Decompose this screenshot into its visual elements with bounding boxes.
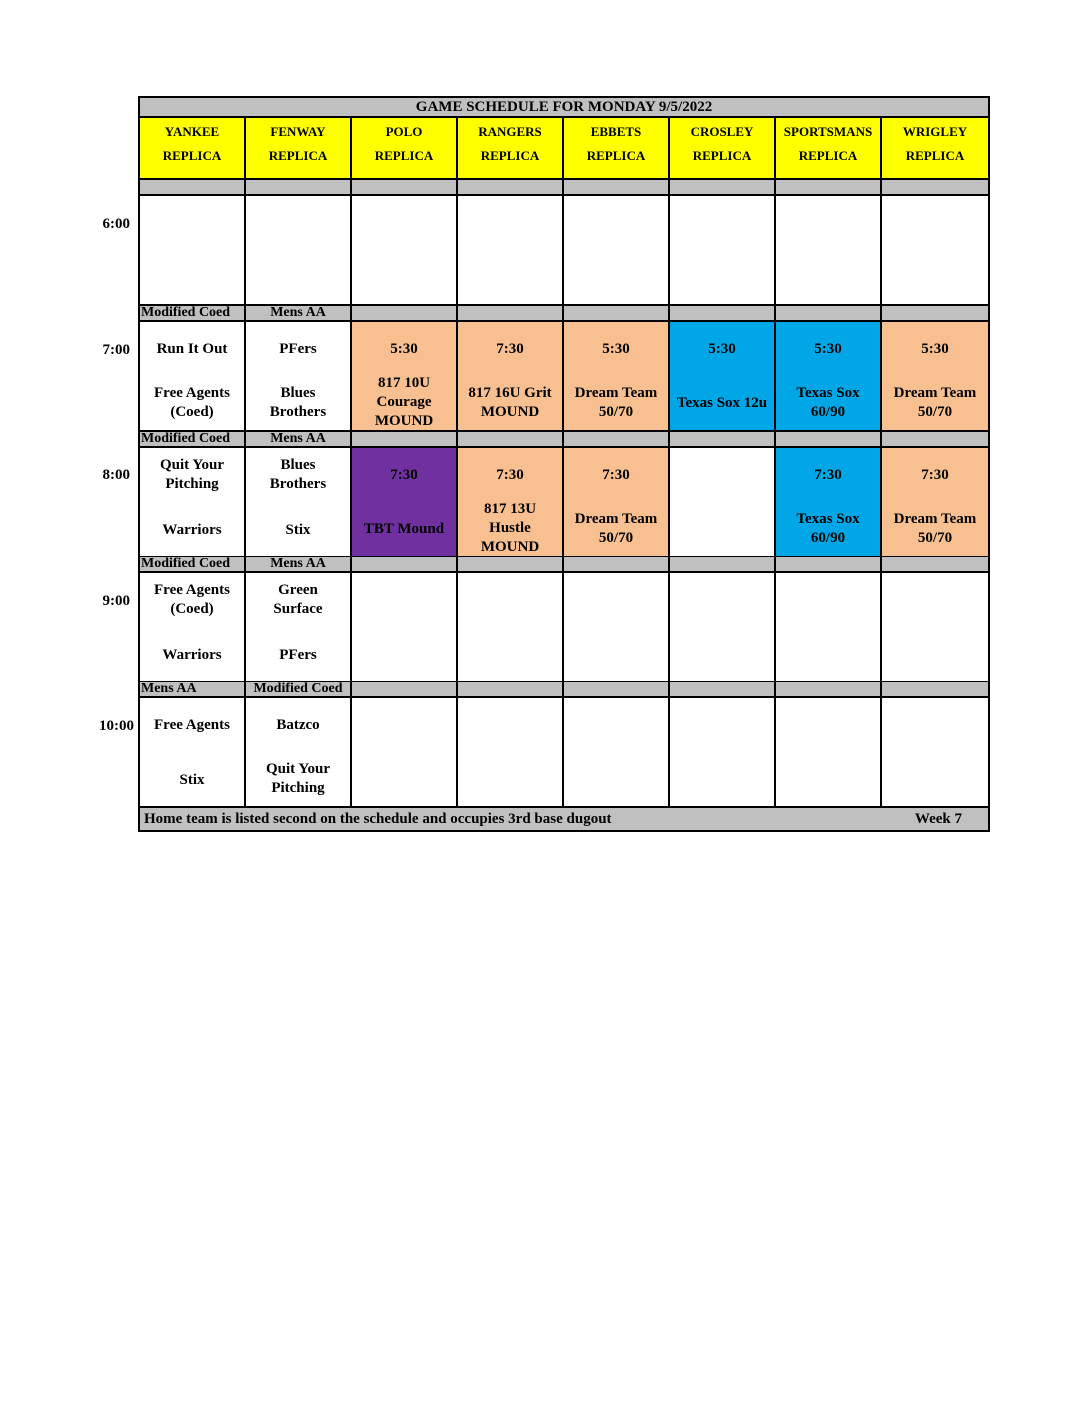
league-separator [668, 682, 776, 698]
league-separator [244, 180, 352, 196]
game-time: 5:30 [390, 341, 418, 357]
away-team: Surface [273, 601, 323, 617]
team-name: Texas Sox 12u [676, 395, 768, 411]
game-cell-rangers [456, 448, 564, 558]
field-sub: REPLICA [374, 148, 434, 163]
game-cell-sportsmans [774, 448, 882, 558]
league-separator [562, 682, 670, 698]
league-separator [668, 432, 776, 448]
team-name: 50/70 [917, 404, 953, 420]
field-name: EBBETS [590, 124, 642, 139]
away-team: Blues [280, 457, 316, 473]
game-cell-sportsmans [774, 322, 882, 432]
footer-note: Home team is listed second on the schedule and occupies 3rd base dugout [144, 811, 612, 827]
away-team: (Coed) [170, 601, 214, 617]
game-cell-sportsmans [774, 573, 882, 683]
field-header-wrigley [880, 118, 990, 180]
game-cell-yankee [138, 573, 246, 683]
game-cell-rangers [456, 573, 564, 683]
league-separator [880, 682, 990, 698]
game-time: 5:30 [921, 341, 949, 357]
game-cell-rangers [456, 698, 564, 808]
team-name: 817 10U [377, 375, 431, 391]
home-team: Free Agents [154, 385, 230, 401]
game-cell-polo [350, 448, 458, 558]
home-team: Blues [280, 385, 316, 401]
game-time: 5:30 [814, 341, 842, 357]
field-header-fenway [244, 118, 352, 180]
league-separator [350, 432, 458, 448]
game-cell-fenway [244, 196, 352, 306]
game-time: 5:30 [602, 341, 630, 357]
game-cell-wrigley [880, 322, 990, 432]
team-name: Texas Sox [796, 511, 860, 527]
league-separator: Modified Coed [138, 306, 246, 322]
away-team: Free Agents [154, 582, 230, 598]
field-name: FENWAY [270, 124, 326, 139]
league-separator [562, 180, 670, 196]
league-separator [668, 180, 776, 196]
game-time: 7:30 [496, 467, 524, 483]
league-separator [774, 682, 882, 698]
league-separator [456, 306, 564, 322]
away-team: Pitching [165, 476, 219, 492]
field-sub: REPLICA [586, 148, 646, 163]
away-team: Green [278, 582, 318, 598]
away-team: Brothers [269, 476, 327, 492]
team-name: Dream Team [893, 385, 977, 401]
team-name: 817 13U [483, 501, 537, 517]
team-name: MOUND [480, 404, 540, 420]
game-cell-rangers [456, 196, 564, 306]
away-team: Run It Out [156, 341, 228, 357]
league-separator [350, 180, 458, 196]
team-name: Dream Team [574, 385, 658, 401]
time-label-8: 8:00 [102, 467, 130, 483]
field-header-rangers [456, 118, 564, 180]
game-cell-wrigley [880, 196, 990, 306]
game-cell-yankee [138, 448, 246, 558]
time-label-10: 10:00 [99, 718, 134, 734]
away-team: PFers [279, 341, 317, 357]
league-separator [456, 682, 564, 698]
league-separator [456, 557, 564, 573]
game-cell-rangers [456, 322, 564, 432]
home-team: PFers [279, 647, 317, 663]
league-separator: Modified Coed [138, 557, 246, 573]
field-name: YANKEE [164, 124, 220, 139]
game-cell-fenway [244, 448, 352, 558]
league-separator [138, 180, 246, 196]
league-separator [562, 306, 670, 322]
league-separator: Mens AA [244, 306, 352, 322]
game-cell-polo [350, 698, 458, 808]
game-cell-polo [350, 196, 458, 306]
league-separator [350, 306, 458, 322]
game-cell-fenway [244, 322, 352, 432]
home-team: (Coed) [170, 404, 214, 420]
game-cell-crosley [668, 196, 776, 306]
game-cell-sportsmans [774, 196, 882, 306]
schedule-sheet [138, 96, 990, 832]
away-team: Quit Your [159, 457, 225, 473]
league-separator [562, 557, 670, 573]
away-team: Free Agents [154, 717, 230, 733]
field-name: WRIGLEY [902, 124, 968, 139]
field-name: RANGERS [478, 124, 542, 139]
team-name: MOUND [374, 413, 434, 429]
field-sub: REPLICA [268, 148, 328, 163]
game-cell-crosley [668, 448, 776, 558]
game-cell-crosley [668, 573, 776, 683]
time-label-6: 6:00 [102, 216, 130, 232]
field-name: POLO [385, 124, 423, 139]
home-team: Brothers [269, 404, 327, 420]
game-time: 7:30 [390, 467, 418, 483]
league-separator: Mens AA [244, 432, 352, 448]
footer-week: Week 7 [914, 811, 962, 827]
league-separator [880, 180, 990, 196]
team-name: 60/90 [810, 530, 846, 546]
field-sub: REPLICA [798, 148, 858, 163]
field-name: CROSLEY [690, 124, 754, 139]
home-team: Stix [285, 522, 311, 538]
team-name: 50/70 [598, 530, 634, 546]
home-team: Stix [179, 772, 205, 788]
game-cell-yankee [138, 698, 246, 808]
team-name: 50/70 [598, 404, 634, 420]
game-cell-ebbets [562, 322, 670, 432]
team-name: Hustle [489, 520, 531, 536]
game-cell-sportsmans [774, 698, 882, 808]
league-separator [668, 557, 776, 573]
game-cell-yankee [138, 196, 246, 306]
team-name: Texas Sox [796, 385, 860, 401]
field-header-sportsmans [774, 118, 882, 180]
game-cell-crosley [668, 322, 776, 432]
team-name: TBT Mound [363, 521, 445, 537]
schedule-footer [138, 808, 990, 832]
game-time: 7:30 [496, 341, 524, 357]
time-label-9: 9:00 [102, 593, 130, 609]
game-cell-ebbets [562, 196, 670, 306]
league-separator: Modified Coed [244, 682, 352, 698]
league-separator [774, 432, 882, 448]
field-sub: REPLICA [480, 148, 540, 163]
game-cell-fenway [244, 698, 352, 808]
league-separator [774, 557, 882, 573]
home-team: Warriors [162, 647, 222, 663]
team-name: 817 16U Grit [468, 385, 552, 401]
home-team: Warriors [162, 522, 222, 538]
game-time: 5:30 [708, 341, 736, 357]
league-separator [456, 432, 564, 448]
league-separator [880, 557, 990, 573]
field-header-crosley [668, 118, 776, 180]
game-time: 7:30 [921, 467, 949, 483]
league-separator [880, 432, 990, 448]
game-cell-ebbets [562, 573, 670, 683]
time-label-7: 7:00 [102, 342, 130, 358]
game-cell-yankee [138, 322, 246, 432]
game-cell-wrigley [880, 573, 990, 683]
game-cell-crosley [668, 698, 776, 808]
field-sub: REPLICA [905, 148, 965, 163]
team-name: Courage [376, 394, 432, 410]
game-cell-polo [350, 322, 458, 432]
game-cell-ebbets [562, 448, 670, 558]
league-separator: Mens AA [138, 682, 246, 698]
game-time: 7:30 [814, 467, 842, 483]
team-name: 60/90 [810, 404, 846, 420]
league-separator [774, 180, 882, 196]
game-cell-wrigley [880, 448, 990, 558]
league-separator [774, 306, 882, 322]
home-team: Pitching [271, 780, 325, 796]
game-cell-wrigley [880, 698, 990, 808]
schedule-title: GAME SCHEDULE FOR MONDAY 9/5/2022 [138, 96, 990, 118]
field-sub: REPLICA [162, 148, 222, 163]
field-header-yankee [138, 118, 246, 180]
league-separator: Mens AA [244, 557, 352, 573]
away-team: Batzco [276, 717, 320, 733]
game-time: 7:30 [602, 467, 630, 483]
field-name: SPORTSMANS [783, 124, 873, 139]
team-name: MOUND [480, 539, 540, 555]
team-name: Dream Team [893, 511, 977, 527]
team-name: 50/70 [917, 530, 953, 546]
league-separator [562, 432, 670, 448]
home-team: Quit Your [265, 761, 331, 777]
league-separator [350, 682, 458, 698]
league-separator [668, 306, 776, 322]
league-separator: Modified Coed [138, 432, 246, 448]
league-separator [456, 180, 564, 196]
game-cell-ebbets [562, 698, 670, 808]
team-name: Dream Team [574, 511, 658, 527]
league-separator [350, 557, 458, 573]
field-header-ebbets [562, 118, 670, 180]
field-sub: REPLICA [692, 148, 752, 163]
game-cell-polo [350, 573, 458, 683]
field-header-polo [350, 118, 458, 180]
game-cell-fenway [244, 573, 352, 683]
league-separator [880, 306, 990, 322]
